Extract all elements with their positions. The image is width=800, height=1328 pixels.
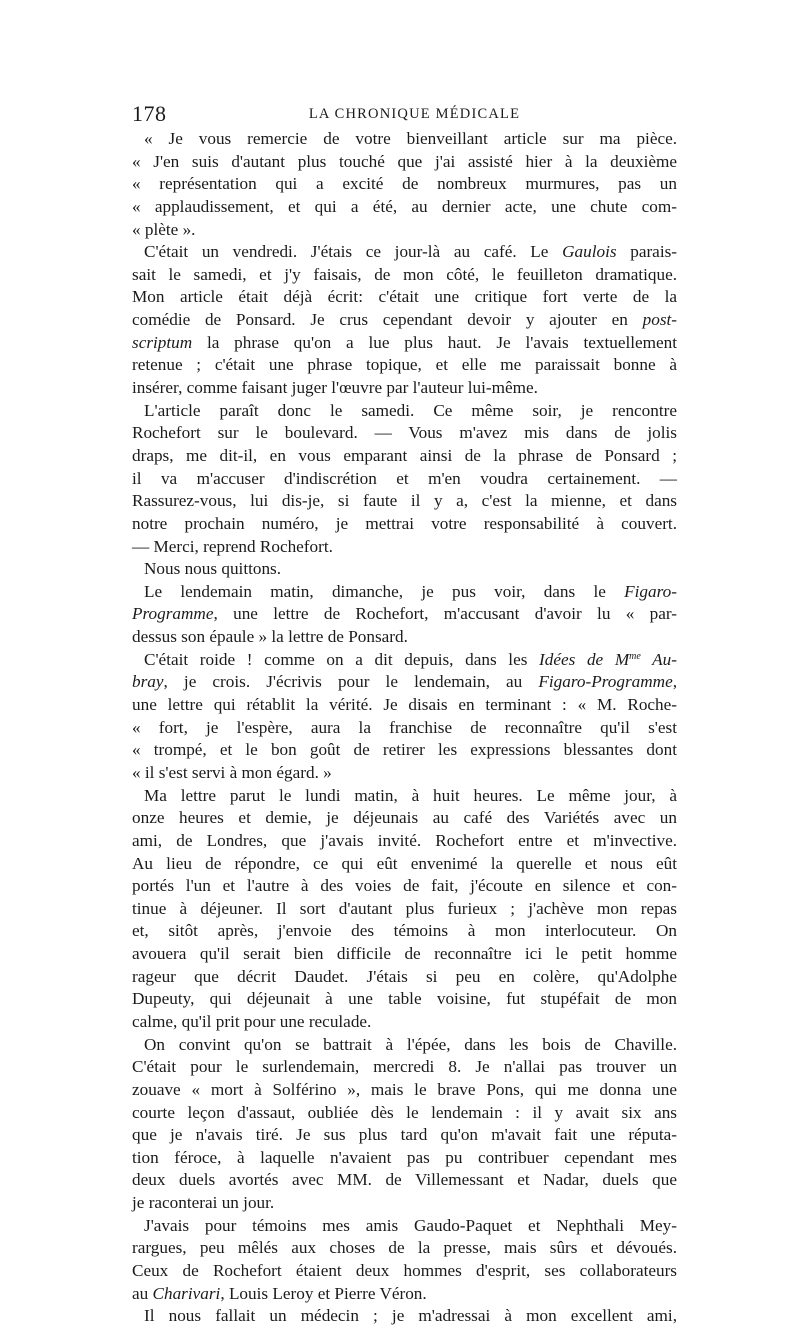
text-line: portés l'un et l'autre à des voies de fait, j'écoute en silence et con- (132, 876, 677, 896)
page-number: 178 (132, 101, 167, 126)
text-line: rageur que décrit Daudet. J'étais si peu en colère, qu'Adolphe (132, 966, 677, 986)
text-line: tion féroce, à laquelle n'avaient pas pu contribuer cependant mes (132, 1147, 677, 1167)
text-line: Ceux de Rochefort étaient deux hommes d'esprit, ses collaborateurs (132, 1261, 677, 1281)
text-line: Programme, une lettre de Rochefort, m'accusant d'avoir lu « par- (132, 604, 677, 624)
text-line: — Merci, reprend Rochefort. (132, 536, 333, 556)
page-header (132, 100, 677, 128)
text-line: rargues, peu mêlés aux choses de la presse, mais sûrs et dévoués. (132, 1238, 677, 1258)
text-line: « Je vous remercie de votre bienveillant article sur ma pièce. (144, 129, 677, 148)
text-line: L'article paraît donc le samedi. Ce même soir, je rencontre (144, 400, 677, 420)
text-line: C'était pour le surlendemain, mercredi 8. Je n'allai pas trouver un (132, 1057, 677, 1077)
text-line: tinue à déjeuner. Il sort d'autant plus furieux ; j'achève mon repas (132, 898, 677, 918)
text-line: On convint qu'on se battrait à l'épée, dans les bois de Chaville. (144, 1034, 677, 1054)
text-line: Mon article était déjà écrit: c'était une critique fort verte de la (132, 287, 677, 307)
text-line: Rassurez-vous, lui dis-je, si faute il y a, c'est la mienne, et dans (132, 491, 677, 511)
text-line: que je n'avais tiré. Je sus plus tard qu'on m'avait fait une réputa- (132, 1125, 677, 1145)
text-line: C'était un vendredi. J'étais ce jour-là au café. Le Gaulois parais- (144, 242, 678, 262)
text-line: Le lendemain matin, dimanche, je pus voir, dans le Figaro- (144, 581, 677, 601)
text-line: insérer, comme faisant juger l'œuvre par l'auteur lui-même. (132, 378, 538, 398)
text-line: « trompé, et le bon goût de retirer les expressions blessantes dont (132, 740, 677, 760)
text-line: retenue ; c'était une phrase topique, et elle me paraissait bonne à (132, 355, 677, 375)
text-line: zouave « mort à Solférino », mais le brave Pons, qui me donna une (132, 1079, 677, 1099)
text-line: comédie de Ponsard. Je crus cependant devoir y ajouter en post- (132, 310, 677, 330)
text-line: Il nous fallait un médecin ; je m'adressai à mon excellent ami, (144, 1306, 677, 1326)
text-line: je raconterai un jour. (132, 1193, 275, 1213)
text-line: dessus son épaule » la lettre de Ponsard. (132, 627, 408, 647)
text-line: « il s'est servi à mon égard. » (132, 762, 332, 782)
text-line: scriptum la phrase qu'on a lue plus haut. Je l'avais textuellement (132, 332, 677, 352)
text-line: « applaudissement, et qui a été, au dernier acte, une chute com- (132, 196, 677, 216)
book-page (132, 100, 677, 1328)
text-line: calme, qu'il prit pour une reculade. (132, 1011, 372, 1031)
text-line: Ma lettre parut le lundi matin, à huit heures. Le même jour, à (144, 785, 677, 805)
text-line: il va m'accuser d'indiscrétion et m'en voudra certainement. — (132, 468, 677, 488)
text-line: courte leçon d'assaut, oubliée dès le lendemain : il y avait six ans (132, 1102, 677, 1122)
running-title: LA CHRONIQUE MÉDICALE (308, 106, 521, 122)
body-text (132, 128, 677, 1328)
text-line: Rochefort sur le boulevard. — Vous m'avez mis dans de jolis (132, 423, 677, 443)
text-line: onze heures et demie, je déjeunais au café des Variétés avec un (132, 808, 677, 828)
text-line: avouera qu'il serait bien difficile de reconnaître ici le petit homme (132, 944, 677, 964)
text-line: au Charivari, Louis Leroy et Pierre Véron. (132, 1283, 427, 1303)
text-line: draps, me dit-il, en vous emparant ainsi de la phrase de Ponsard ; (132, 445, 677, 465)
text-line: une lettre qui rétablit la vérité. Je disais en terminant : « M. Roche- (132, 695, 677, 715)
text-line: J'avais pour témoins mes amis Gaudo-Paquet et Nephthali Mey- (144, 1215, 677, 1235)
text-line: notre prochain numéro, je mettrai votre responsabilité à couvert. (132, 513, 677, 533)
text-line: sait le samedi, et j'y faisais, de mon côté, le feuilleton dramatique. (132, 264, 677, 284)
text-line: ami, de Londres, que j'avais invité. Rochefort entre et m'invective. (132, 830, 677, 850)
text-line: « représentation qui a excité de nombreux murmures, pas un (132, 174, 677, 194)
text-line: « J'en suis d'autant plus touché que j'ai assisté hier à la deuxième (132, 151, 677, 171)
text-line: « fort, je l'espère, aura la franchise de reconnaître qu'il s'est (132, 717, 677, 737)
text-line: Nous nous quittons. (144, 559, 282, 579)
text-line: bray, je crois. J'écrivis pour le lendemain, au Figaro-Programme, (132, 672, 677, 692)
text-line: C'était roide ! comme on a dit depuis, dans les Idées de $M^{me}$ Au- (144, 649, 678, 669)
text-line: « plète ». (132, 219, 196, 239)
text-line: et, sitôt après, j'envoie des témoins à mon interlocuteur. On (132, 921, 677, 941)
text-line: Dupeuty, qui déjeunait à une table voisine, fut stupéfait de mon (132, 989, 677, 1009)
text-line: deux duels avortés avec MM. de Villemessant et Nadar, duels que (132, 1170, 677, 1190)
text-line: Au lieu de répondre, ce qui eût envenimé la querelle et nous eût (132, 853, 677, 873)
